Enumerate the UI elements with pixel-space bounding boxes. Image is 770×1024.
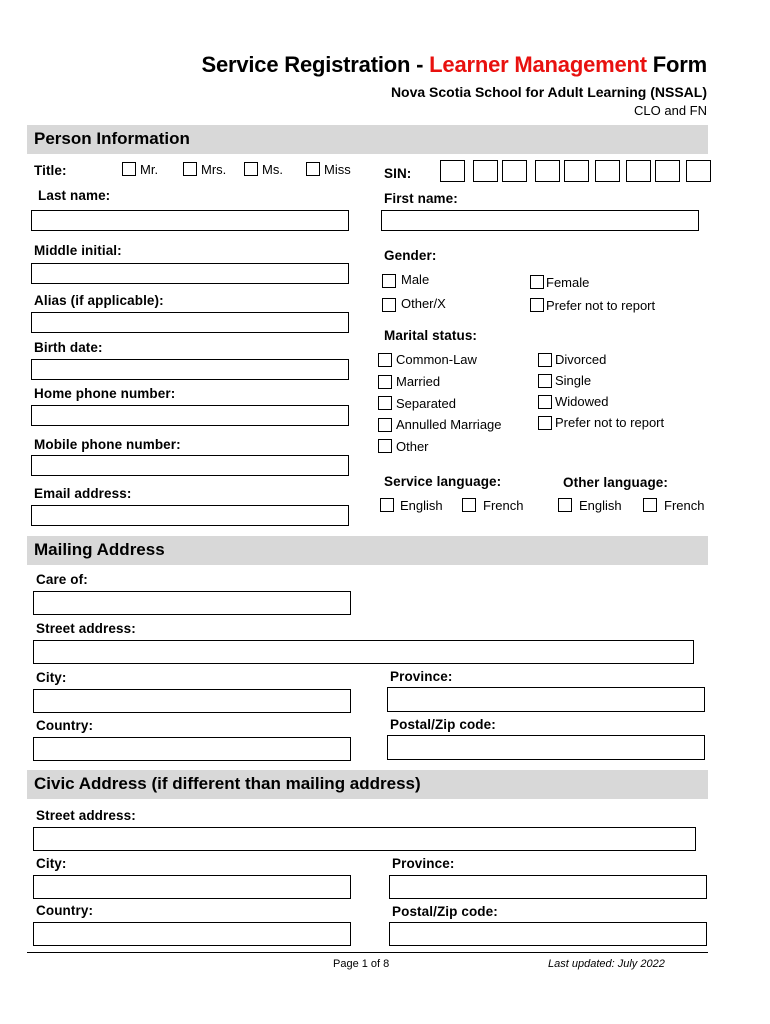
marital-prefer-not-checkbox[interactable] — [538, 416, 552, 430]
marital-annulled-checkbox[interactable] — [378, 418, 392, 432]
org-subtitle: CLO and FN — [634, 103, 707, 118]
mailing-province-label: Province: — [390, 669, 453, 684]
service-lang-french-label: French — [483, 498, 524, 513]
service-lang-english-label: English — [400, 498, 443, 513]
email-label: Email address: — [34, 486, 132, 501]
title-miss-checkbox[interactable] — [306, 162, 320, 176]
sin-digit-box[interactable] — [655, 160, 680, 182]
civic-province-input[interactable] — [389, 875, 707, 899]
sin-digit-box[interactable] — [564, 160, 589, 182]
marital-common-law-label: Common-Law — [396, 352, 477, 367]
other-lang-english-label: English — [579, 498, 622, 513]
mailing-country-label: Country: — [36, 718, 94, 733]
mobile-phone-input[interactable] — [31, 455, 349, 476]
first-name-label: First name: — [384, 191, 458, 206]
marital-married-checkbox[interactable] — [378, 375, 392, 389]
marital-widowed-label: Widowed — [555, 394, 609, 409]
marital-single-label: Single — [555, 373, 592, 388]
service-language-label: Service language: — [384, 474, 502, 489]
marital-widowed-checkbox[interactable] — [538, 395, 552, 409]
gender-male-label: Male — [401, 272, 430, 287]
email-input[interactable] — [31, 505, 349, 526]
civic-postal-label: Postal/Zip code: — [392, 904, 498, 919]
sin-digit-box[interactable] — [535, 160, 560, 182]
title-ms-checkbox[interactable] — [244, 162, 258, 176]
civic-province-label: Province: — [392, 856, 455, 871]
section-mailing-address: Mailing Address — [27, 536, 708, 565]
sin-digit-box[interactable] — [626, 160, 651, 182]
mailing-postal-input[interactable] — [387, 735, 705, 760]
civic-city-label: City: — [36, 856, 67, 871]
civic-street-input[interactable] — [33, 827, 696, 851]
mailing-street-label: Street address: — [36, 621, 136, 636]
marital-single-checkbox[interactable] — [538, 374, 552, 388]
mailing-postal-label: Postal/Zip code: — [390, 717, 496, 732]
first-name-input[interactable] — [381, 210, 699, 231]
mailing-country-input[interactable] — [33, 737, 351, 761]
mailing-city-input[interactable] — [33, 689, 351, 713]
title-ms-label: Ms. — [262, 162, 283, 177]
marital-prefer-not-label: Prefer not to report — [555, 415, 665, 430]
last-name-label: Last name: — [38, 188, 111, 203]
marital-married-label: Married — [396, 374, 441, 389]
middle-initial-input[interactable] — [31, 263, 349, 284]
marital-divorced-label: Divorced — [555, 352, 607, 367]
mailing-province-input[interactable] — [387, 687, 705, 712]
civic-country-input[interactable] — [33, 922, 351, 946]
section-person-information: Person Information — [27, 125, 708, 154]
service-lang-french-checkbox[interactable] — [462, 498, 476, 512]
gender-female-label: Female — [546, 275, 590, 290]
civic-country-label: Country: — [36, 903, 94, 918]
title-label: Title: — [34, 163, 67, 178]
marital-status-label: Marital status: — [384, 328, 478, 343]
form-title: Service Registration - Learner Management Form — [201, 52, 707, 77]
footer-divider — [27, 952, 708, 953]
title-mrs-checkbox[interactable] — [183, 162, 197, 176]
sin-digit-box[interactable] — [502, 160, 527, 182]
gender-label: Gender: — [384, 248, 437, 263]
service-lang-english-checkbox[interactable] — [380, 498, 394, 512]
gender-other-label: Other/X — [401, 296, 446, 311]
title-mr-checkbox[interactable] — [122, 162, 136, 176]
mailing-city-label: City: — [36, 670, 67, 685]
last-name-input[interactable] — [31, 210, 349, 231]
title-miss-label: Miss — [324, 162, 351, 177]
alias-label: Alias (if applicable): — [34, 293, 164, 308]
civic-city-input[interactable] — [33, 875, 351, 899]
last-updated: Last updated: July 2022 — [548, 958, 665, 970]
middle-initial-label: Middle initial: — [34, 243, 122, 258]
other-language-label: Other language: — [563, 475, 669, 490]
gender-prefer-not-checkbox[interactable] — [530, 298, 544, 312]
gender-male-checkbox[interactable] — [382, 274, 396, 288]
sin-label: SIN: — [384, 166, 412, 181]
marital-annulled-label: Annulled Marriage — [396, 417, 502, 432]
marital-other-label: Other — [396, 439, 429, 454]
gender-female-checkbox[interactable] — [530, 275, 544, 289]
mailing-street-input[interactable] — [33, 640, 694, 664]
home-phone-input[interactable] — [31, 405, 349, 426]
page-number: Page 1 of 8 — [333, 958, 390, 970]
title-mrs-label: Mrs. — [201, 162, 227, 177]
sin-digit-box[interactable] — [473, 160, 498, 182]
alias-input[interactable] — [31, 312, 349, 333]
marital-other-checkbox[interactable] — [378, 439, 392, 453]
other-lang-french-checkbox[interactable] — [643, 498, 657, 512]
sin-digit-box[interactable] — [595, 160, 620, 182]
other-lang-english-checkbox[interactable] — [558, 498, 572, 512]
marital-separated-label: Separated — [396, 396, 456, 411]
sin-digit-box[interactable] — [686, 160, 711, 182]
sin-digit-box[interactable] — [440, 160, 465, 182]
title-mr-label: Mr. — [140, 162, 159, 177]
marital-common-law-checkbox[interactable] — [378, 353, 392, 367]
marital-divorced-checkbox[interactable] — [538, 353, 552, 367]
birth-date-input[interactable] — [31, 359, 349, 380]
mailing-care-of-input[interactable] — [33, 591, 351, 615]
mailing-care-of-label: Care of: — [36, 572, 88, 587]
gender-prefer-not-label: Prefer not to report — [546, 298, 656, 313]
org-name: Nova Scotia School for Adult Learning (NSSAL) — [390, 84, 707, 100]
civic-postal-input[interactable] — [389, 922, 707, 946]
civic-street-label: Street address: — [36, 808, 136, 823]
birth-date-label: Birth date: — [34, 340, 103, 355]
mobile-phone-label: Mobile phone number: — [34, 437, 181, 452]
gender-other-checkbox[interactable] — [382, 298, 396, 312]
marital-separated-checkbox[interactable] — [378, 396, 392, 410]
other-lang-french-label: French — [664, 498, 705, 513]
section-civic-address: Civic Address (if different than mailing address) — [27, 770, 708, 799]
home-phone-label: Home phone number: — [34, 386, 176, 401]
